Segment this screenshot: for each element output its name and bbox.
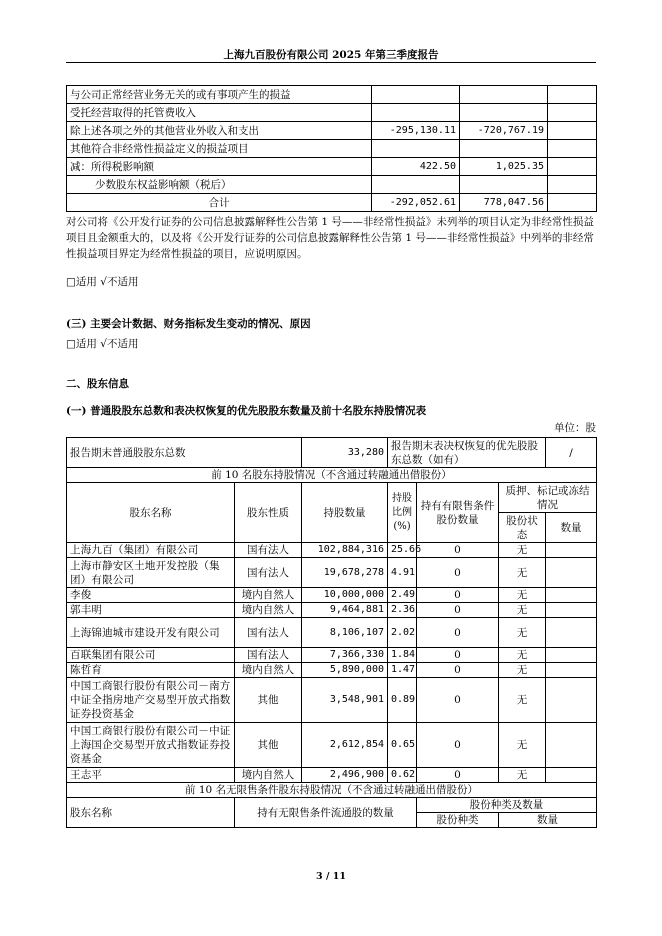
row-label: 少数股东权益影响额（税后） (67, 176, 372, 194)
holder-restricted: 0 (417, 723, 499, 768)
row-label: 合计 (67, 194, 372, 212)
unres-col-type: 股份种类 (417, 813, 499, 828)
row-label: 其他符合非经常性损益定义的损益项目 (67, 140, 372, 158)
row-value-current (372, 86, 460, 104)
holder-ratio: 0.65 (388, 723, 417, 768)
holder-ratio: 2.49 (388, 588, 417, 603)
holder-ratio: 2.36 (388, 603, 417, 618)
nonrecurring-row (67, 104, 597, 122)
col-name-header: 股东名称 (67, 483, 235, 543)
nonrecurring-table (66, 85, 597, 212)
nonrecurring-row (67, 194, 597, 212)
row-note (548, 104, 597, 122)
shareholder-row (67, 618, 597, 648)
page-number: 3 / 11 (316, 871, 346, 882)
holder-qty: 2,612,854 (302, 723, 388, 768)
holder-ratio: 25.66 (388, 543, 417, 558)
holder-name: 李俊 (67, 588, 235, 603)
row-note (548, 122, 597, 140)
holder-restricted: 0 (417, 543, 499, 558)
holder-name: 上海市静安区土地开发控股（集团）有限公司 (67, 558, 235, 588)
shareholder-row (67, 678, 597, 723)
row-note (548, 158, 597, 176)
holder-pledge-count (546, 543, 597, 558)
unrestricted-title: 前 10 名无限售条件股东持股情况（不含通过转融通出借股份） (67, 783, 597, 798)
row-label: 受托经营取得的托管费收入 (67, 104, 372, 122)
col-ratio-header: 持股比例(%) (388, 483, 417, 543)
holder-pledge-count (546, 678, 597, 723)
holder-pledge-status: 无 (499, 663, 546, 678)
holder-restricted: 0 (417, 678, 499, 723)
col-pledge-header: 质押、标记或冻结情况 (499, 483, 597, 513)
holder-name: 王志平 (67, 768, 235, 783)
row-label: 与公司正常经营业务无关的或有事项产生的损益 (67, 86, 372, 104)
holder-nature: 其他 (235, 723, 302, 768)
holder-pledge-count (546, 588, 597, 603)
pref-holders-label: 报告期末表决权恢复的优先股股东总数（如有） (388, 438, 546, 468)
top10-title: 前 10 名股东持股情况（不含通过转融通出借股份） (67, 468, 597, 483)
row-value-ytd (460, 176, 548, 194)
shareholder-row (67, 603, 597, 618)
holder-pledge-status: 无 (499, 543, 546, 558)
holder-qty: 8,106,107 (302, 618, 388, 648)
holder-nature: 境内自然人 (235, 768, 302, 783)
pref-holders-value: / (546, 438, 597, 468)
col-count-header: 数量 (546, 513, 597, 543)
holder-restricted: 0 (417, 618, 499, 648)
holder-restricted: 0 (417, 768, 499, 783)
holder-ratio: 0.89 (388, 678, 417, 723)
holder-name: 中国工商银行股份有限公司－中证上海国企交易型开放式指数证券投资基金 (67, 723, 235, 768)
subsection1-title: (一) 普通股股东总数和表决权恢复的优先股股东数量及前十名股东持股情况表 (66, 405, 427, 417)
row-value-current (372, 176, 460, 194)
holder-nature: 境内自然人 (235, 663, 302, 678)
row-value-ytd: -720,767.19 (460, 122, 548, 140)
row-note (548, 176, 597, 194)
holder-pledge-count (546, 648, 597, 663)
holder-ratio: 4.91 (388, 558, 417, 588)
unres-col-type-group: 股份种类及数量 (417, 798, 597, 813)
unres-col-count: 数量 (499, 813, 597, 828)
holder-nature: 其他 (235, 678, 302, 723)
shareholder-row (67, 663, 597, 678)
holder-name: 郭丰明 (67, 603, 235, 618)
nonrecurring-row (67, 140, 597, 158)
unres-col-name: 股东名称 (67, 798, 235, 828)
row-note (548, 140, 597, 158)
row-value-ytd (460, 86, 548, 104)
total-holders-label: 报告期末普通股股东总数 (67, 438, 302, 468)
holder-qty: 102,884,316 (302, 543, 388, 558)
holder-restricted: 0 (417, 558, 499, 588)
holder-nature: 国有法人 (235, 558, 302, 588)
holder-pledge-count (546, 558, 597, 588)
shareholder-row (67, 543, 597, 558)
holder-restricted: 0 (417, 588, 499, 603)
section2-title: 二、股东信息 (66, 378, 129, 390)
holder-nature: 国有法人 (235, 648, 302, 663)
unres-col-qty: 持有无限售条件流通股的数量 (235, 798, 417, 828)
nonrecurring-row (67, 86, 597, 104)
holder-pledge-count (546, 663, 597, 678)
nonrecurring-row (67, 176, 597, 194)
row-note (548, 86, 597, 104)
shareholder-row (67, 768, 597, 783)
holder-pledge-status: 无 (499, 768, 546, 783)
shareholder-row (67, 648, 597, 663)
holder-pledge-status: 无 (499, 678, 546, 723)
holder-pledge-status: 无 (499, 603, 546, 618)
applicable-option-1: □适用 √不适用 (66, 276, 139, 288)
holder-name: 上海锦迪城市建设开发有限公司 (67, 618, 235, 648)
holder-ratio: 1.47 (388, 663, 417, 678)
holder-name: 中国工商银行股份有限公司－南方中证全指房地产交易型开放式指数证券投资基金 (67, 678, 235, 723)
nonrecurring-row (67, 122, 597, 140)
holder-nature: 国有法人 (235, 618, 302, 648)
holder-nature: 国有法人 (235, 543, 302, 558)
holder-pledge-status: 无 (499, 558, 546, 588)
shareholder-row (67, 723, 597, 768)
row-value-current: -295,130.11 (372, 122, 460, 140)
holder-pledge-status: 无 (499, 588, 546, 603)
row-value-ytd: 778,047.56 (460, 194, 548, 212)
col-nature-header: 股东性质 (235, 483, 302, 543)
row-value-current (372, 140, 460, 158)
note-text: 对公司将《公开发行证券的公司信息披露解释性公告第 1 号——非经常性损益》未列举的项目认定为非经常性损益项目且金额重大的，以及将《公开发行证券的公司信息披露解释性公告第 1 号——非经常性损益》中列举的非经常性损益项目界定为经常性损益的项目，应说明原因。 (66, 216, 594, 260)
page-header: 上海九百股份有限公司 2025 年第三季度报告 (223, 49, 439, 61)
nonrecurring-row (67, 158, 597, 176)
holder-ratio: 0.62 (388, 768, 417, 783)
holder-pledge-status: 无 (499, 723, 546, 768)
holder-name: 陈哲育 (67, 663, 235, 678)
holder-pledge-count (546, 603, 597, 618)
total-holders-value: 33,280 (302, 438, 388, 468)
row-note (548, 194, 597, 212)
holder-qty: 5,890,000 (302, 663, 388, 678)
holder-restricted: 0 (417, 663, 499, 678)
holder-qty: 3,548,901 (302, 678, 388, 723)
holder-nature: 境内自然人 (235, 588, 302, 603)
col-qty-header: 持股数量 (302, 483, 388, 543)
row-label: 减：所得税影响额 (67, 158, 372, 176)
holder-nature: 境内自然人 (235, 603, 302, 618)
holder-qty: 9,464,881 (302, 603, 388, 618)
holder-name: 百联集团有限公司 (67, 648, 235, 663)
holder-restricted: 0 (417, 648, 499, 663)
shareholder-row (67, 588, 597, 603)
section3-title: (三) 主要会计数据、财务指标发生变动的情况、原因 (66, 318, 311, 330)
holder-qty: 10,000,000 (302, 588, 388, 603)
row-value-ytd (460, 104, 548, 122)
row-value-ytd (460, 140, 548, 158)
holder-pledge-status: 无 (499, 618, 546, 648)
holder-pledge-status: 无 (499, 648, 546, 663)
col-status-header: 股份状态 (499, 513, 546, 543)
holder-pledge-count (546, 618, 597, 648)
holder-name: 上海九百（集团）有限公司 (67, 543, 235, 558)
holder-restricted: 0 (417, 603, 499, 618)
holder-qty: 7,366,330 (302, 648, 388, 663)
applicable-option-2: □适用 √不适用 (66, 338, 139, 350)
header-divider (66, 62, 596, 63)
col-restricted-header: 持有有限售条件股份数量 (417, 483, 499, 543)
holder-qty: 19,678,278 (302, 558, 388, 588)
holder-ratio: 1.84 (388, 648, 417, 663)
shareholder-table (66, 437, 597, 828)
row-value-current: -292,052.61 (372, 194, 460, 212)
holder-qty: 2,496,900 (302, 768, 388, 783)
unit-label: 单位：股 (554, 422, 596, 434)
holder-pledge-count (546, 723, 597, 768)
row-value-current (372, 104, 460, 122)
holder-pledge-count (546, 768, 597, 783)
row-label: 除上述各项之外的其他营业外收入和支出 (67, 122, 372, 140)
row-value-ytd: 1,025.35 (460, 158, 548, 176)
holder-ratio: 2.02 (388, 618, 417, 648)
row-value-current: 422.50 (372, 158, 460, 176)
shareholder-row (67, 558, 597, 588)
